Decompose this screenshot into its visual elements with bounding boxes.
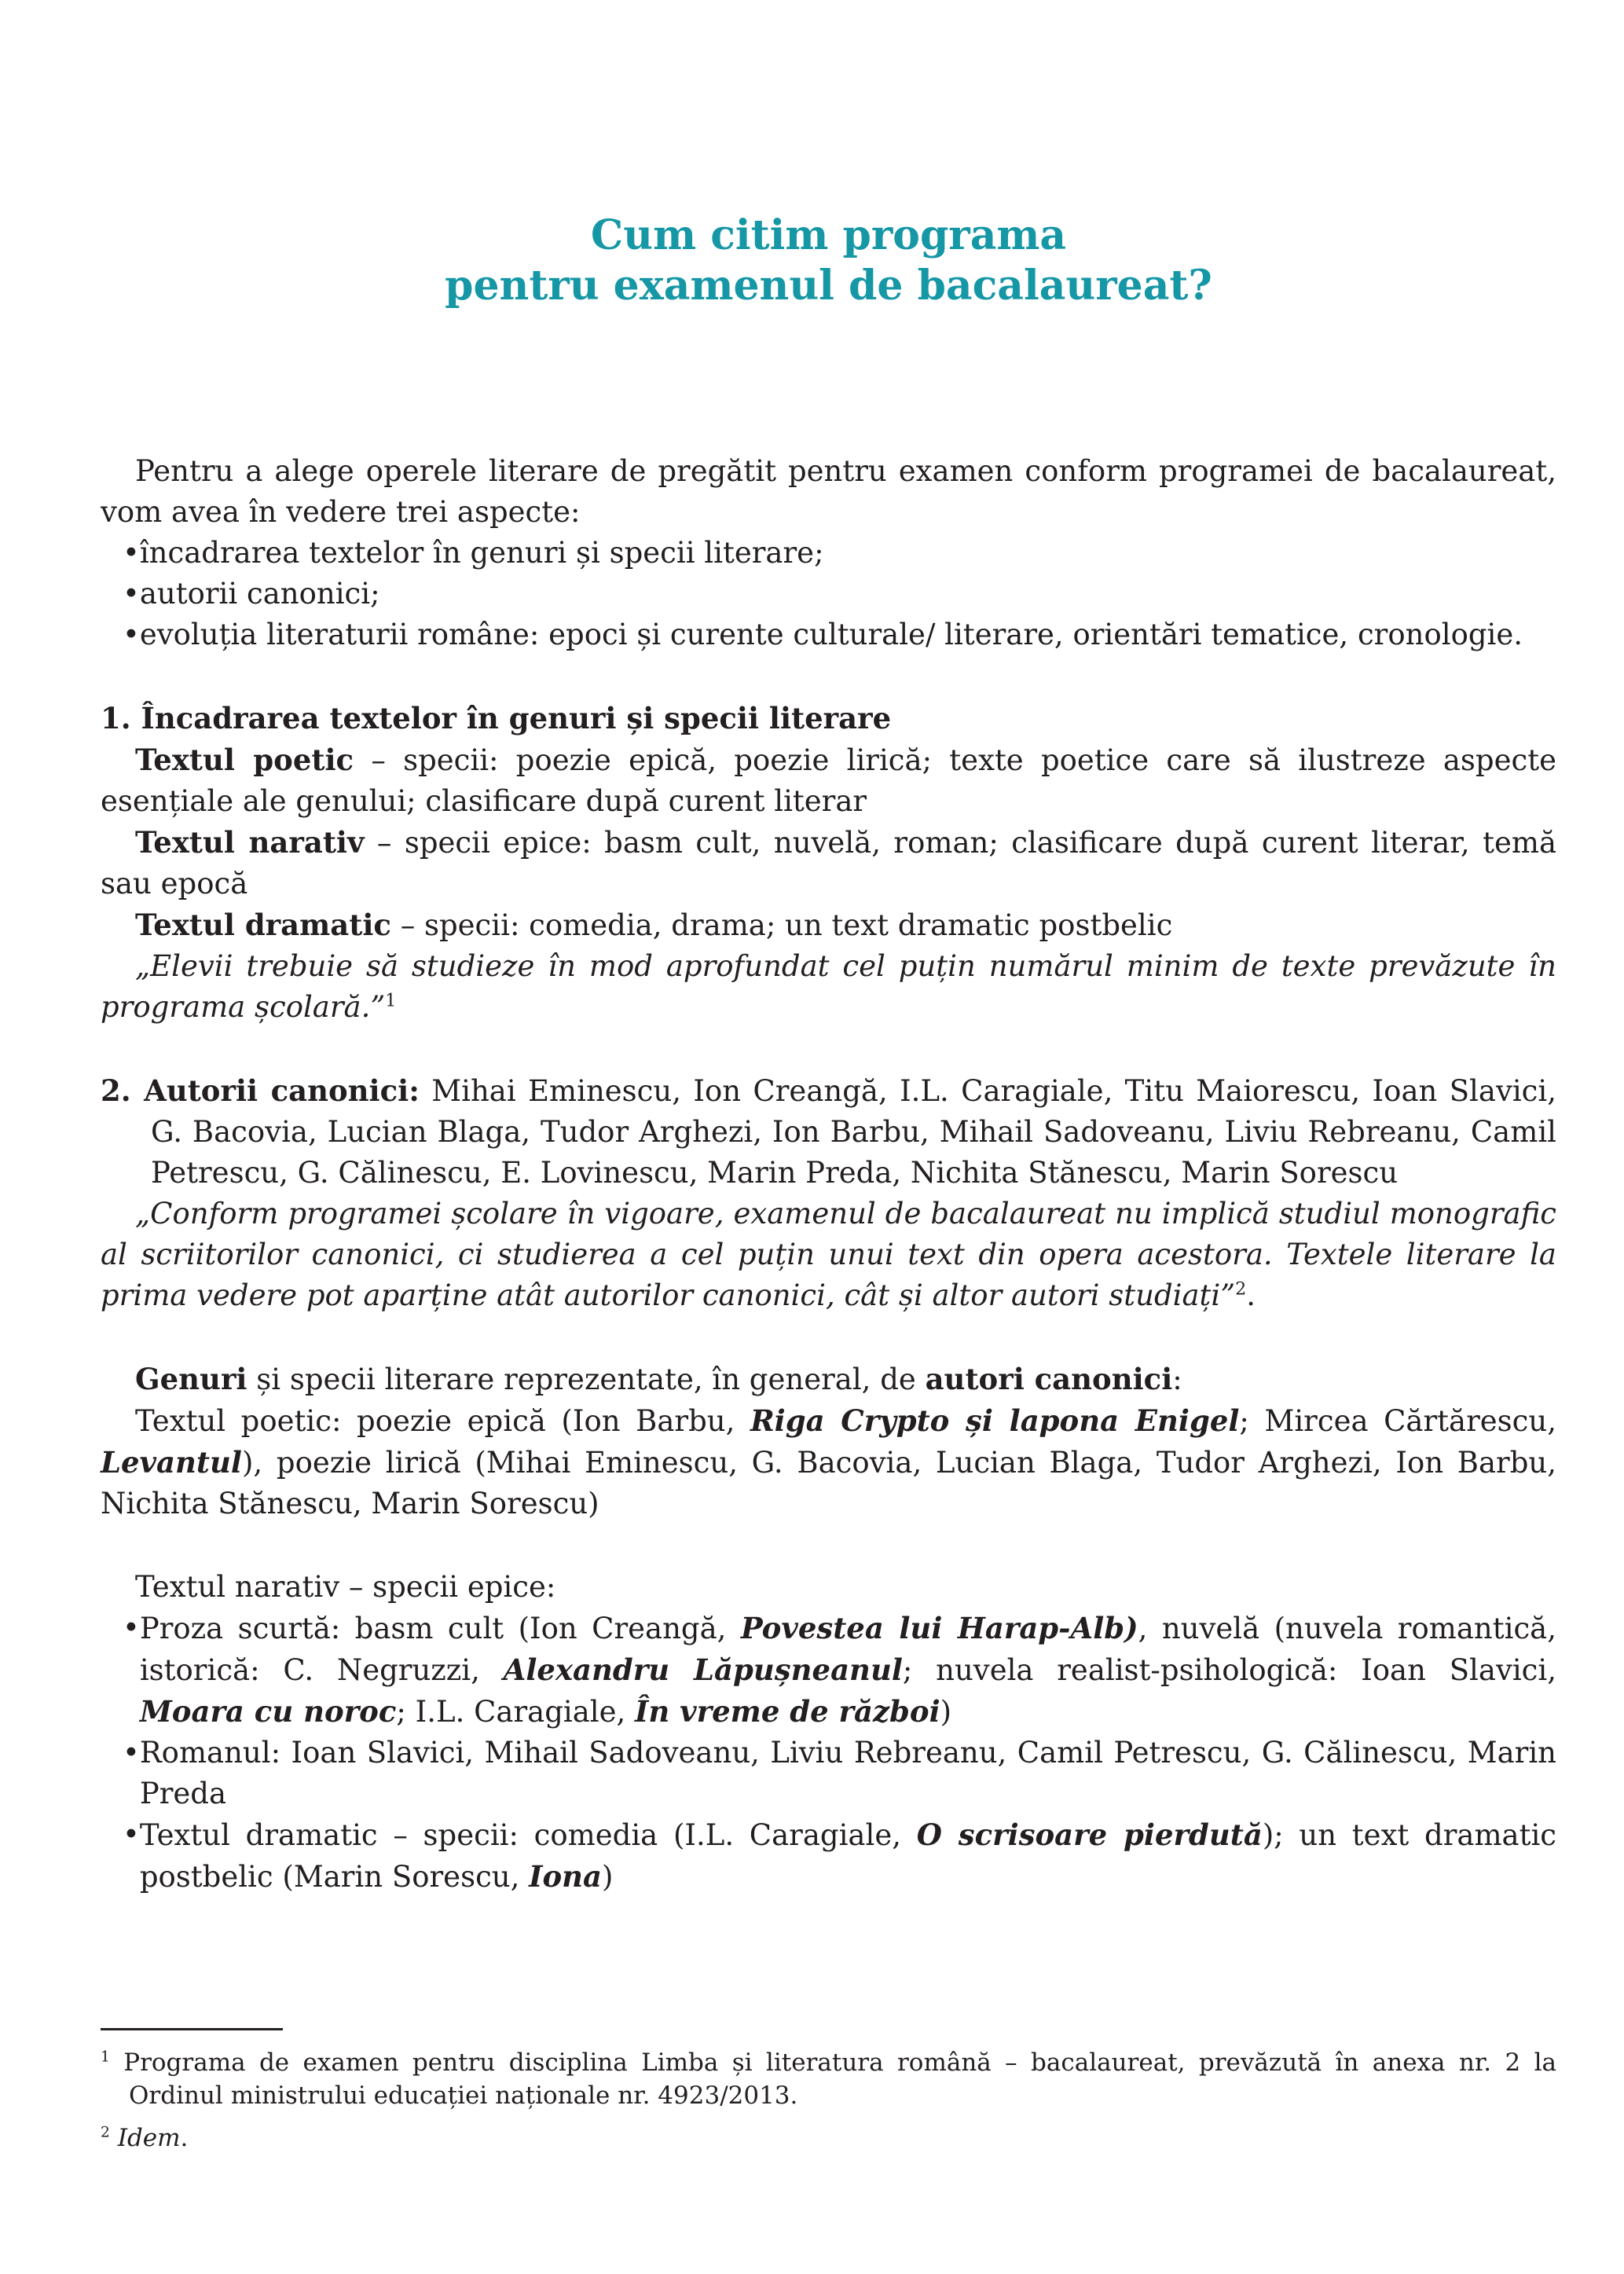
footnote-divider — [101, 2028, 283, 2030]
text-run: ; Mircea Cărtărescu, — [1239, 1404, 1556, 1438]
text-run: 1. Încadrarea textelor în genuri și specii literare — [101, 701, 892, 735]
text-run: Levantul — [101, 1445, 242, 1480]
footnote-marker: 2 — [1235, 1278, 1247, 1300]
aspect-bullet-evolutie — [101, 614, 1556, 655]
text-run: Idem — [117, 2124, 181, 2152]
text-run: și specii literare reprezentate, în general, de — [247, 1363, 926, 1396]
text-run: . — [1246, 1278, 1256, 1312]
text-run: Proza scurtă: basm cult (Ion Creangă, — [139, 1612, 741, 1645]
bullet-text — [140, 1733, 1556, 1814]
bullet-text — [140, 574, 1556, 614]
text-run: – specii: poezie epică, poezie lirică; texte poetice care să ilustreze aspecte esențiale ale genului; clasificare după curent literar — [101, 743, 1556, 818]
footnote-2 — [101, 2122, 1556, 2155]
text-run: autori canonici — [925, 1362, 1173, 1396]
text-run: Textul narativ — [135, 825, 365, 860]
textul-poetic-lista — [101, 1400, 1556, 1524]
text-run: Romanul: Ioan Slavici, Mihail Sadoveanu, Liviu Rebreanu, Camil Petrescu, G. Călinescu, Marin Preda — [139, 1736, 1556, 1810]
text-run: . — [180, 2124, 189, 2152]
bullet-icon: • — [123, 577, 140, 611]
bullet-text — [140, 1608, 1556, 1733]
section-2-autorii-canonici — [101, 1070, 1556, 1194]
text-run: ), poezie lirică (Mihai Eminescu, G. Bacovia, Lucian Blaga, Tudor Arghezi, Ion Barbu, Nichita Stănescu, Marin Sorescu) — [101, 1446, 1556, 1520]
footnote-marker: 2 — [101, 2124, 110, 2141]
bullet-proza-scurta — [101, 1608, 1556, 1733]
footnotes-section — [101, 2028, 1556, 2164]
text-run: Genuri — [135, 1362, 247, 1396]
text-run: Riga Crypto și lapona Enigel — [750, 1403, 1240, 1438]
text-run: „Elevii trebuie să studieze în mod aprofundat cel puțin numărul minim de texte prevăzute în programa școlară.” — [101, 949, 1556, 1024]
text-run: 2. Autorii canonici: — [101, 1073, 420, 1108]
bullet-icon: • — [123, 618, 140, 651]
bullet-icon: • — [123, 536, 140, 570]
text-run: încadrarea textelor în genuri și specii literare; — [139, 536, 824, 570]
bullet-textul-dramatic — [101, 1814, 1556, 1898]
text-run: Iona — [529, 1859, 603, 1894]
footnote-list — [101, 2046, 1556, 2155]
textul-dramatic-paragraph — [101, 904, 1556, 946]
textul-narativ-lista-intro — [101, 1567, 1556, 1608]
intro-paragraph — [101, 451, 1556, 533]
text-run: , nuvelă (nuvela romantică, istorică: C. Negruzzi, — [139, 1612, 1556, 1687]
textul-narativ-paragraph — [101, 822, 1556, 904]
quote-programa-1 — [101, 946, 1556, 1028]
footnote-1 — [101, 2046, 1556, 2112]
text-run: Textul dramatic – specii: comedia (I.L. Caragiale, — [139, 1818, 917, 1852]
text-run: Textul narativ – specii epice: — [135, 1570, 556, 1604]
title-line-2: pentru examenul de bacalaureat? — [445, 262, 1212, 310]
bullet-text — [140, 533, 1556, 574]
text-run: O scrisoare pierdută — [916, 1817, 1263, 1852]
quote-programa-2 — [101, 1194, 1556, 1316]
text-run: : — [1172, 1363, 1182, 1396]
content-blocks — [101, 451, 1556, 1898]
text-run: ) — [602, 1860, 614, 1894]
text-run — [110, 2124, 118, 2152]
text-run: – specii: comedia, drama; un text dramatic postbelic — [390, 908, 1173, 942]
bullet-icon: • — [123, 1817, 140, 1851]
text-run: ; nuvela realist-psihologică: Ioan Slavici, — [902, 1653, 1556, 1687]
text-run: Moara cu noroc — [139, 1694, 397, 1729]
aspect-bullet-autori — [101, 574, 1556, 614]
text-run: ) — [940, 1695, 952, 1729]
text-run: Pentru a alege operele literare de pregătit pentru examen conform programei de bacalaureat, vom avea în vedere trei aspecte: — [101, 454, 1556, 529]
text-run: Textul dramatic — [135, 908, 391, 942]
bullet-text — [140, 1814, 1556, 1898]
page-title — [101, 211, 1556, 311]
text-run: ; I.L. Caragiale, — [396, 1695, 636, 1729]
text-run: Programa de examen pentru disciplina Limba și literatura română – bacalaureat, prevăzută în anexa nr. 2 la Ordinul ministrului educației naționale nr. 4923/2013. — [109, 2048, 1556, 2110]
bullet-text — [140, 614, 1556, 655]
text-run: Alexandru Lăpușneanul — [503, 1652, 903, 1687]
text-run: Textul poetic — [135, 743, 354, 777]
footnote-marker: 1 — [385, 990, 397, 1011]
text-run: Povestea lui Harap-Alb) — [740, 1611, 1138, 1645]
bullet-icon: • — [123, 1611, 140, 1645]
footnote-marker: 1 — [101, 2048, 110, 2066]
section-1-heading — [101, 698, 1556, 739]
textul-poetic-paragraph — [101, 739, 1556, 822]
text-run: ); un text dramatic postbelic (Marin Sorescu, — [139, 1818, 1557, 1894]
text-run: „Conform programei școlare în vigoare, examenul de bacalaureat nu implică studiul monografic al scriitorilor canonici, ci studierea a cel puțin unui text din opera acestora. Textele literare la prima vedere pot aparține atât autorilor canonici, cât și altor autori studiați” — [101, 1197, 1556, 1312]
title-line-1: Cum citim programa — [590, 211, 1067, 259]
text-run: – specii epice: basm cult, nuvelă, roman; clasificare după curent literar, temă sau epocă — [101, 826, 1556, 900]
text-run: Mihai Eminescu, Ion Creangă, I.L. Caragiale, Titu Maiorescu, Ioan Slavici, G. Bacovia, Lucian Blaga, Tudor Arghezi, Ion Barbu, Mihail Sadoveanu, Liviu Rebreanu, Camil Petrescu, G. Călinescu, E. Lovinescu, Marin Preda, Nichita Stănescu, Marin Sorescu — [151, 1074, 1556, 1190]
genuri-paragraph — [101, 1359, 1556, 1400]
bullet-icon: • — [123, 1736, 140, 1770]
text-run: autorii canonici; — [139, 577, 380, 611]
bullet-romanul — [101, 1733, 1556, 1814]
text-run: Textul poetic: poezie epică (Ion Barbu, — [135, 1404, 750, 1438]
text-run: În vreme de război — [635, 1694, 940, 1729]
text-run: evoluția literaturii române: epoci și curente culturale/ literare, orientări tematice, cronologie. — [139, 618, 1523, 651]
aspect-bullet-genuri — [101, 533, 1556, 574]
